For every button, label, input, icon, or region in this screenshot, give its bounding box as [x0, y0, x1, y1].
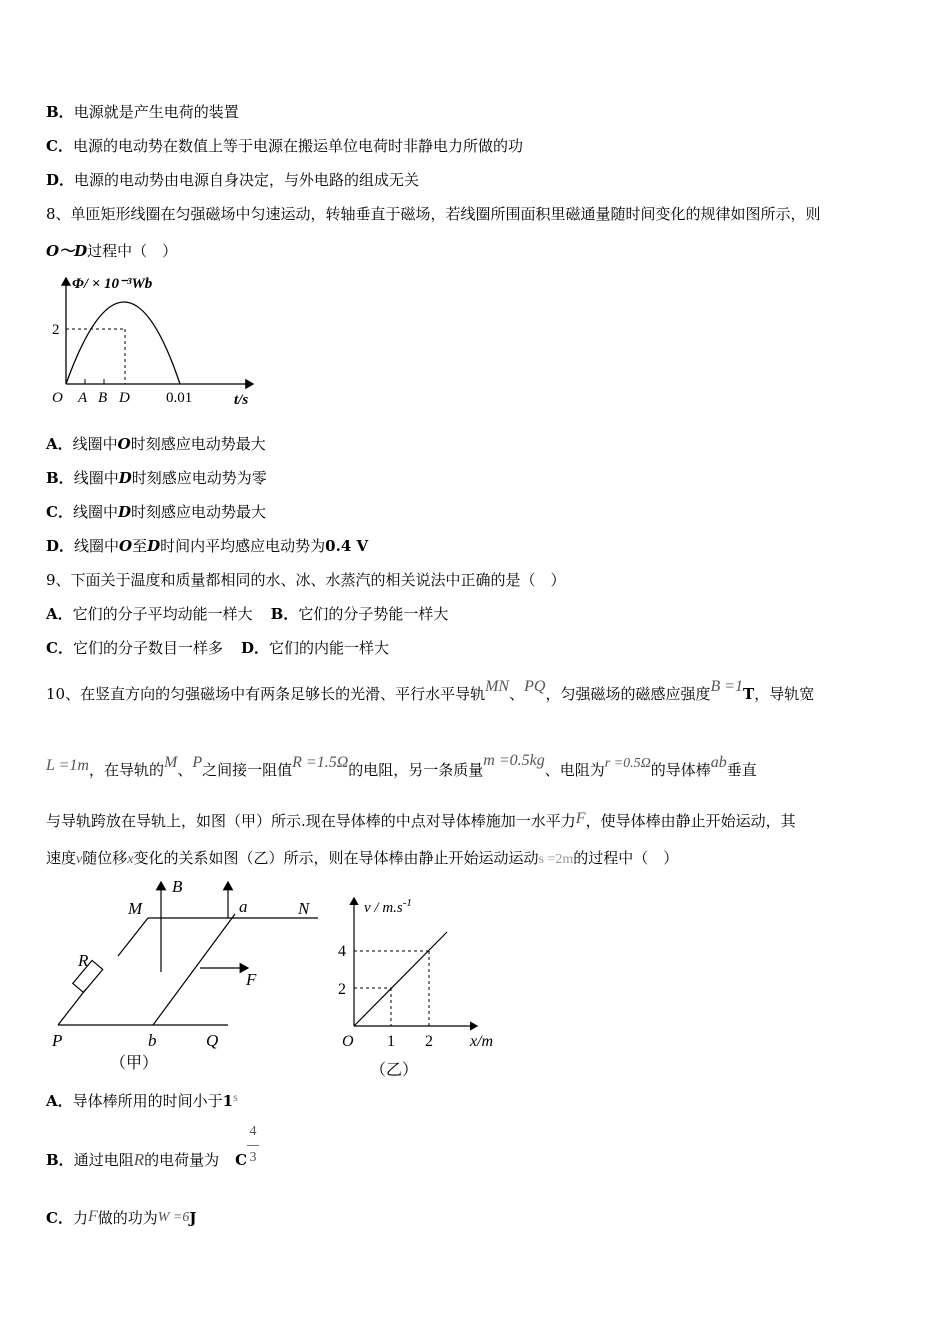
label-m: M: [128, 899, 143, 918]
q8-x-tick-b: B: [98, 390, 108, 406]
q10-stem-line3: 与导轨跨放在导轨上，如图（甲）所示.现在导体棒的中点对导体棒施加一水平力F，使导体棒由静止开始运动，其: [46, 810, 796, 830]
q7-option-b: B．电源就是产生电荷的装置: [46, 103, 239, 121]
q8-stem-line1: 8、单匝矩形线圈在匀强磁场中匀速运动，转轴垂直于磁场，若线圈所围面积里磁通量随时间变化的规律如图所示，则: [46, 205, 821, 223]
label-b: B: [172, 877, 183, 896]
charge-fraction-numerator: 4: [249, 1124, 257, 1139]
q10-circuit-diagram: [48, 872, 318, 1087]
q8-flux-curve: [66, 302, 180, 384]
graph-y-label: v / $m.s^{-1}$: [364, 897, 412, 916]
q9-options-ab: A．它们的分子平均动能一样大 B．它们的分子势能一样大: [46, 605, 449, 623]
q9-stem: 9、下面关于温度和质量都相同的水、冰、水蒸汽的相关说法中正确的是（ ）: [46, 571, 566, 589]
label-a: a: [239, 897, 248, 916]
q8-y-tick-2: 2: [52, 322, 60, 338]
q10-stem-line4: 速度v随位移x变化的关系如图（乙）所示，则在导体棒由静止开始运动运动s =2m的过程中（ ）: [46, 849, 679, 867]
q8-y-label: Φ/ × 10⁻³Wb: [72, 276, 153, 292]
q10-stem-line1: 10、在竖直方向的匀强磁场中有两条足够长的光滑、平行水平导轨MN、PQ，匀强磁场的磁感应强度B =1T，导轨宽: [46, 678, 815, 703]
label-b-end: b: [148, 1031, 157, 1050]
wire-mr: [118, 918, 148, 956]
q10-option-c: C．力F做的功为W =6J: [46, 1208, 197, 1227]
q8-option-b: B．线圈中D时刻感应电动势为零: [46, 469, 267, 487]
tick-x2: 2: [425, 1033, 433, 1050]
caption-yi: （乙）: [370, 1062, 419, 1079]
velocity-line: [354, 932, 447, 1026]
q8-option-c: C．线圈中D时刻感应电动势最大: [46, 503, 266, 521]
charge-fraction-bar: [247, 1145, 259, 1146]
charge-fraction-denominator: 3: [249, 1150, 257, 1165]
q8-x-label: t/s: [234, 392, 249, 408]
q7-option-d: D．电源的电动势由电源自身决定，与外电路的组成无关: [46, 171, 420, 189]
q8-flux-graph: [48, 270, 263, 410]
label-q: Q: [206, 1031, 219, 1050]
tick-x1: 1: [387, 1033, 395, 1050]
q8-stem-line2: O～D过程中（ ）: [46, 242, 178, 260]
graph-x-label: x/m: [470, 1033, 494, 1050]
q10-stem-line2: L =1m，在导轨的M、P之间接一阻值R =1.5Ω的电阻，另一条质量m =0.5kg、电阻为r =0.5Ω的导体棒ab垂直: [46, 752, 757, 779]
label-n: N: [298, 899, 310, 918]
tick-o: O: [342, 1033, 354, 1050]
q8-option-d: D．线圈中O至D时间内平均感应电动势为0.4 V: [46, 537, 369, 555]
q10-option-a: A．导体棒所用的时间小于1$^s$: [46, 1090, 238, 1110]
q8-x-tick-001: 0.01: [166, 390, 193, 406]
tick-v4: 4: [338, 943, 346, 960]
q9-options-cd: C．它们的分子数目一样多 D．它们的内能一样大: [46, 639, 389, 657]
q8-x-tick-d: D: [119, 390, 130, 406]
label-f: F: [246, 970, 257, 989]
tick-v2: 2: [338, 981, 346, 998]
caption-jia: （甲）: [110, 1055, 159, 1072]
wire-rp: [58, 989, 86, 1025]
label-r: R: [78, 951, 89, 970]
q7-option-c: C．电源的电动势在数值上等于电源在搬运单位电荷时非静电力所做的功: [46, 137, 523, 155]
q10-option-b: B．通过电阻R的电荷量为 C: [46, 1150, 248, 1169]
label-p: P: [52, 1031, 63, 1050]
q8-option-a: A．线圈中O时刻感应电动势最大: [46, 435, 266, 453]
q8-x-tick-o: O: [52, 390, 63, 406]
q8-x-tick-a: A: [78, 390, 88, 406]
q10-velocity-graph: [332, 890, 522, 1085]
conductor-rod-ab: [153, 914, 235, 1025]
